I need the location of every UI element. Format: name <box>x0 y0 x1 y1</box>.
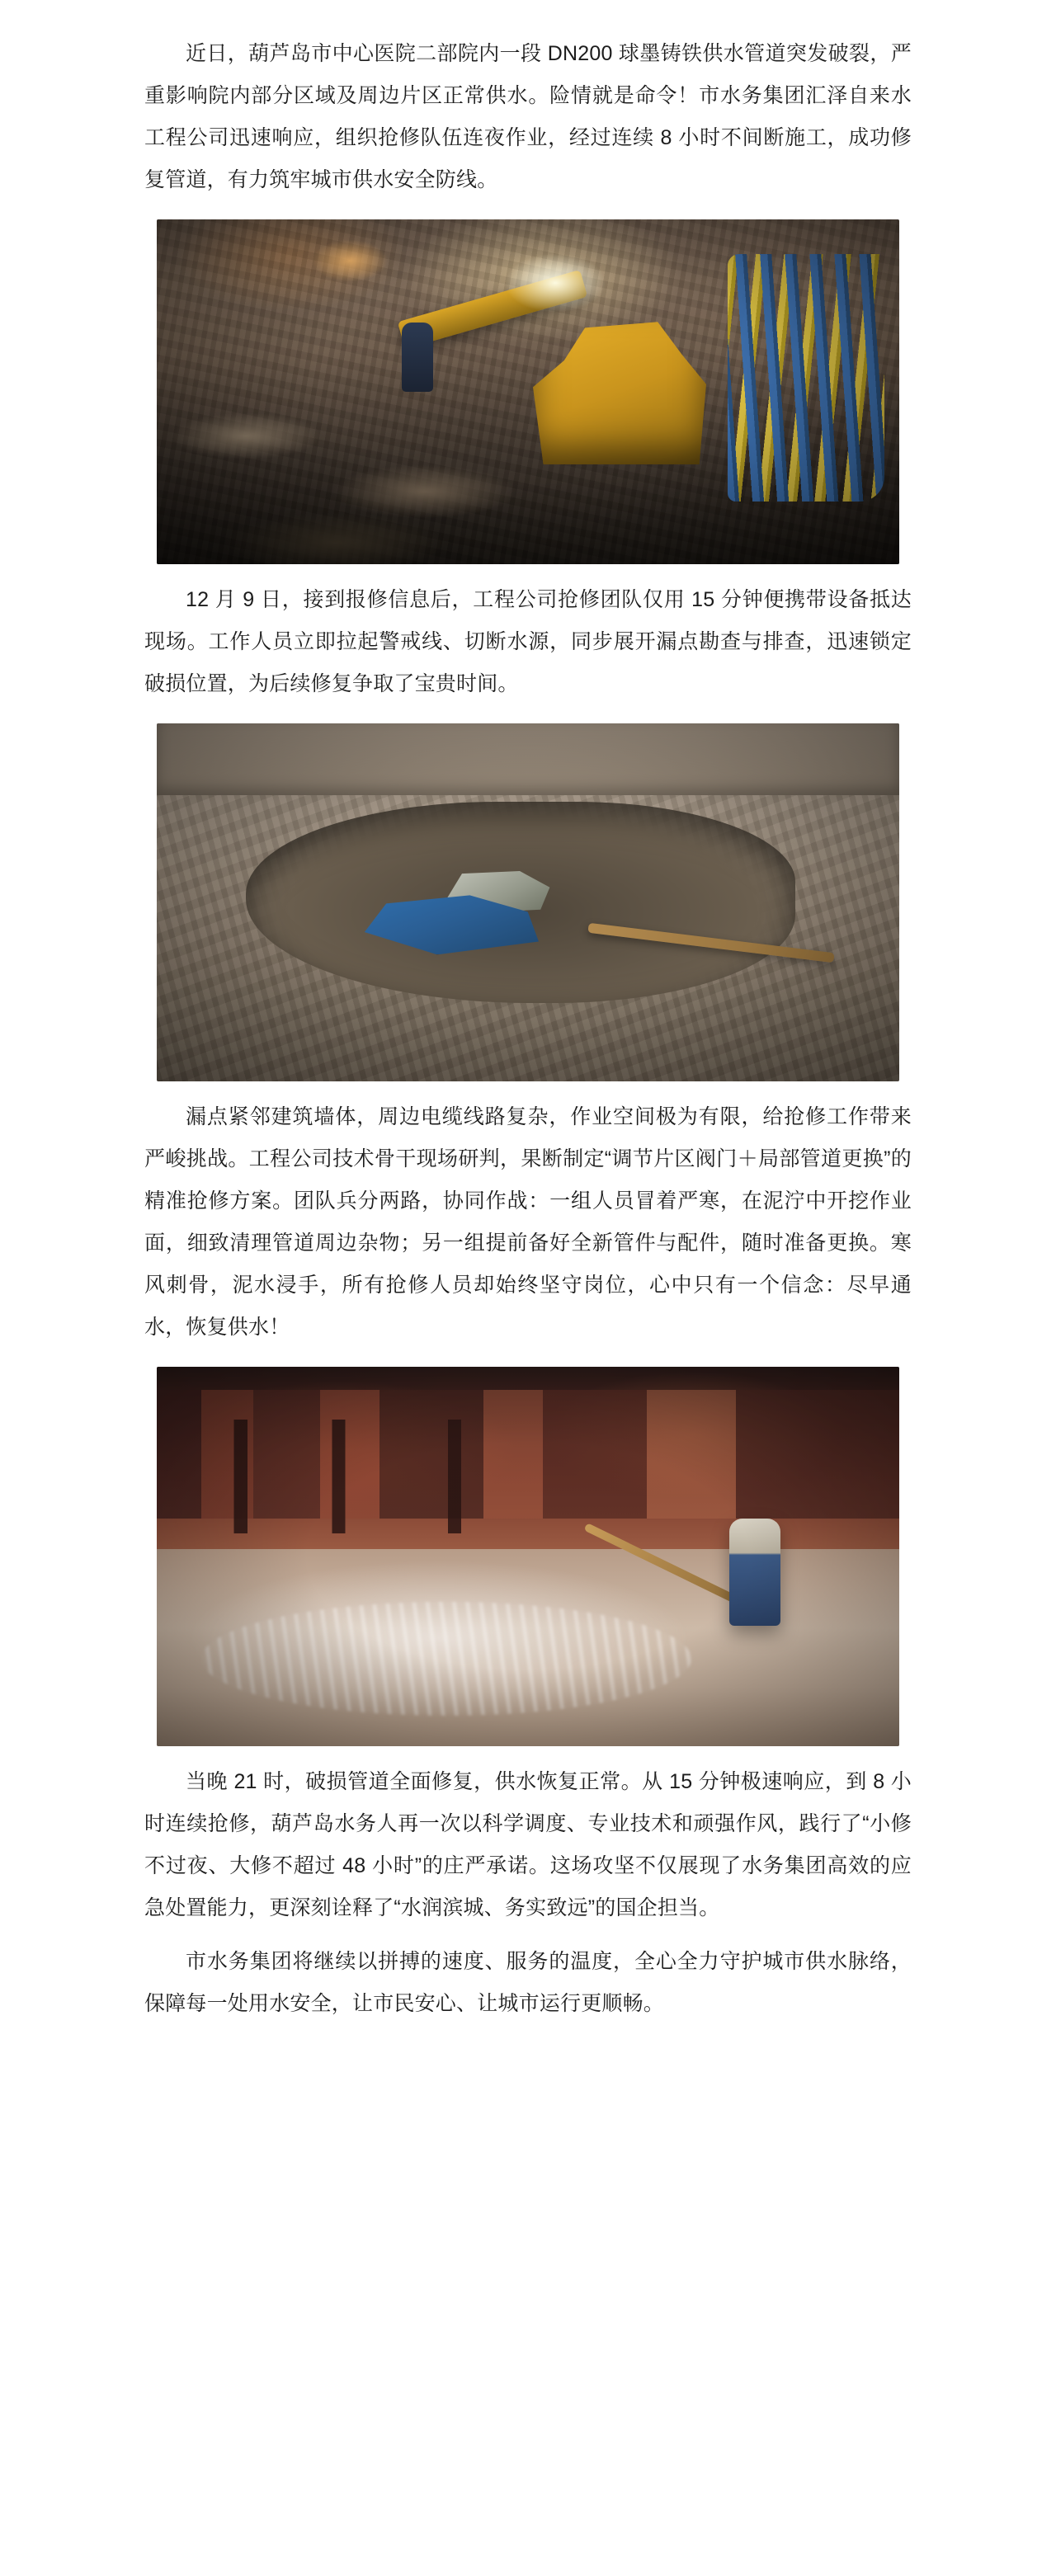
paragraph-3: 漏点紧邻建筑墙体，周边电缆线路复杂，作业空间极为有限，给抢修工作带来严峻挑战。工程公司技术骨干现场研判，果断制定“调节片区阀门＋局部管道更换”的精准抢修方案。团队兵分两路，协同作战：一组人员冒着严寒，在泥泞中开挖作业面，细致清理管道周边杂物；另一组提前备好全新管件与配件，随时准备更换。寒风刺骨，泥水浸手，所有抢修人员却始终坚守岗位，心中只有一个信念：尽早通水，恢复供水！ <box>144 1105 912 1339</box>
paragraph-5: 市水务集团将继续以拼搏的速度、服务的温度，全心全力守护城市供水脉络，保障每一处用水安全，让市民安心、让城市运行更顺畅。 <box>144 1950 912 2015</box>
photo3-vignette <box>157 1367 899 1746</box>
figure-2 <box>144 723 912 1081</box>
paragraph-4: 当晚 21 时，破损管道全面修复，供水恢复正常。从 15 分钟极速响应，到 8 小时连续抢修，葫芦岛水务人再一次以科学调度、专业技术和顽强作风，践行了“小修不过夜、大修不超过 48 小时”的庄严承诺。这场攻坚不仅展现了水务集团高效的应急处置能力，更深刻诠释了“水润滨城、务实致远”的国企担当。 <box>144 1770 912 1919</box>
photo-night-excavation <box>157 219 899 564</box>
photo-night-street-cleanup <box>157 1367 899 1746</box>
figure-1 <box>144 219 912 564</box>
photo1-vignette <box>157 219 899 564</box>
figure-3 <box>144 1367 912 1746</box>
paragraph-1: 近日，葫芦岛市中心医院二部院内一段 DN200 球墨铸铁供水管道突发破裂，严重影响院内部分区域及周边片区正常供水。险情就是命令！市水务集团汇泽自来水工程公司迅速响应，组织抢修队伍连夜作业，经过连续 8 小时不间断施工，成功修复管道，有力筑牢城市供水安全防线。 <box>144 42 912 191</box>
photo-excavation-pit <box>157 723 899 1081</box>
photo2-vignette <box>157 723 899 1081</box>
article-body <box>144 33 912 2025</box>
paragraph-2: 12 月 9 日，接到报修信息后，工程公司抢修团队仅用 15 分钟便携带设备抵达现场。工作人员立即拉起警戒线、切断水源，同步展开漏点勘查与排查，迅速锁定破损位置，为后续修复争取了宝贵时间。 <box>144 588 912 695</box>
